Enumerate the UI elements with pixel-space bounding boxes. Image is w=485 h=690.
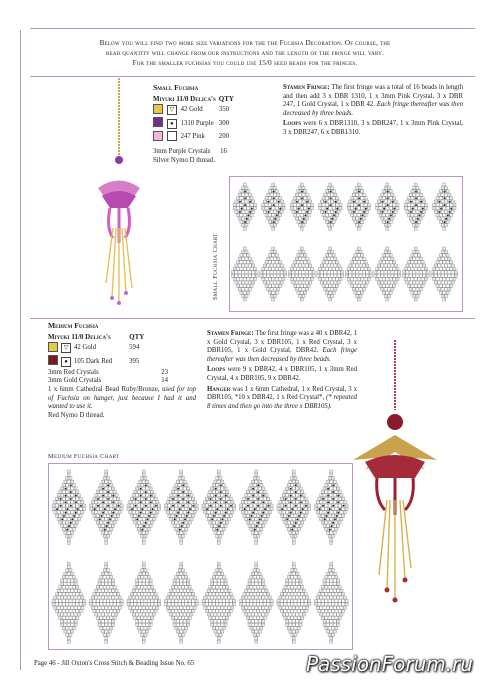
small-title: Small Fuchsia [153,83,199,92]
medium-chart-motif [127,562,161,643]
medium-chart-motif [165,470,199,544]
small-row-purple: ● 1310 Purple 300 [153,117,237,131]
small-row-gold: ▽ 42 Gold 350 [153,104,237,118]
small-chart-caption: Small Fuchsia Chart [212,233,219,300]
medium-row-gold: ▽ 42 Gold 594 [48,342,147,356]
small-chart-motif [317,247,344,301]
intro-text: Below you will find two more size variations for the the Fuchsia Decoration. Of course, the bead quantity will change from our instructions and the length of the fringe will vary. For the smaller fuchsias you could use 15/0 seed beads for the fringes. [99,39,391,67]
small-legend: Small Fuchsia Miyuki 11/0 Delica's QTY ▽ 42 Gold 350 ● 1310 Purple 300 247 Pink 200 3mm Purple Crystals 16 Silver Nymo D thread. [153,84,278,166]
small-row-pink: 247 Pink 200 [153,131,237,145]
mid-rule [30,318,475,319]
medium-chart-motif [90,470,124,544]
small-chart-motif [376,183,399,230]
small-chart-motif [431,247,458,301]
medium-chart-motif [165,562,199,643]
small-chart-motif [433,183,456,230]
medium-fuchsia-chart [48,463,353,650]
medium-instructions: Stamen Fringe: The first fringe was a 40 x DBR42, 1 x Gold Crystal, 3 x DBR105, 1 x Red Crystal, 3 x DBR105, 1 x Gold Crystal, DBR42. Each fringe thereafter was then decreased by three beads. Loops were 9 x DBR42, 4 x DBR105, 1 x 3mm Red Crystal, 4 x DBR105, 9 x DBR42. Hanger was 1 x 6mm Cathedral, 1 x Red Crystal, 3 x DBR105, *10 x DBR42, 1 x Red Crystal*, (* repeated 8 times and then go into the three x DBR105). [207,330,358,410]
medium-chart-motif [202,470,236,544]
medium-chart-motif [52,562,86,643]
medium-chart-caption: Medium Fuchsia Chart [48,453,120,460]
medium-chart-motif [202,562,236,643]
small-chart-motif [290,183,313,230]
small-chart-motif [374,247,401,301]
medium-chart-motif [90,562,124,643]
small-chart-motif [404,183,427,230]
medium-chart-motif [240,562,274,643]
margin-line [20,30,21,670]
small-fuchsia-photo [88,78,150,308]
medium-chart-motif [277,562,311,643]
medium-chart-motif [52,470,86,544]
small-instructions: Stamen Fringe: The first fringe was a total of 16 beads in length and then add 3 x DBR 1310, 1 x 3mm Pink Crystal, 3 x DBR 247, 1 Gold Crystal, 1 x DBR 42. Each fringe thereafter was then decreased by three beads. Loops were 6 x DBR1310, 3 x DBR247, 1 x 3mm Pink Crystal, 3 x DBR247, 6 x DBR1310. [283,84,464,136]
small-chart-motif [262,183,285,230]
small-chart-motif [288,247,315,301]
medium-chart-motif [315,470,349,544]
medium-chart-motif [315,562,349,643]
small-chart-motif [402,247,429,301]
small-chart-motif [233,183,256,230]
small-chart-motif [319,183,342,230]
small-chart-motif [260,247,287,301]
small-fuchsia-chart [229,176,463,312]
medium-row-dark-red: ● 105 Dark Red 395 [48,355,147,369]
medium-legend: Medium Fuchsia Miyuki 11/0 Delica's QTY ▽ 42 Gold 594 ● 105 Dark Red 395 3mm Red Crystals 23 3mm Gold Crystals 14 1 x 6mm Cathedral Bead Ruby/Bronze, used for top of Fuchsia on hanger, just because I had it and wanted to use it. Red Nymo D thread. [48,321,196,419]
small-chart-motif [231,247,258,301]
small-chart-motif [347,183,370,230]
intro-rule [30,76,475,77]
medium-chart-motif [277,470,311,544]
medium-title: Medium Fuchsia [48,321,99,330]
page-footer: Page 46 - Jill Oxton's Cross Stitch & Beading Issue No. 65 [34,660,195,667]
top-rule [30,28,475,29]
small-chart-motif [345,247,372,301]
medium-chart-motif [127,470,161,544]
watermark: PassionForum.ru [305,652,473,676]
medium-fuchsia-photo [345,340,445,605]
medium-chart-motif [240,470,274,544]
